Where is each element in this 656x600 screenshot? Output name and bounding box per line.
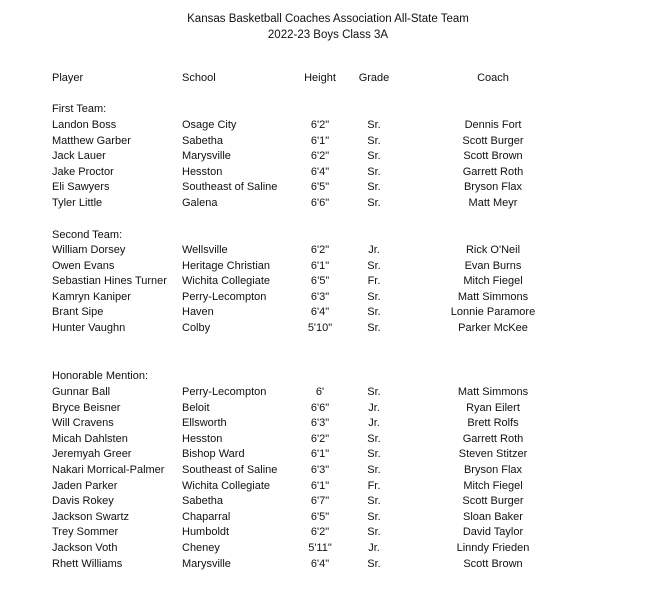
coach-cell: Garrett Roth: [462, 165, 524, 178]
height-cell: 6'2": [310, 526, 330, 539]
grade-cell: Sr.: [367, 495, 381, 508]
player-row: [0, 260, 656, 276]
player-row: [0, 119, 656, 135]
school-cell: Wellsville: [182, 244, 228, 256]
grade-cell: Sr.: [367, 197, 381, 209]
player-row: [0, 322, 656, 338]
player-cell: Eli Sawyers: [52, 181, 110, 194]
coach-cell: Rick O'Neil: [465, 244, 521, 256]
player-row: [0, 417, 656, 433]
school-cell: Bishop Ward: [182, 448, 245, 461]
document-subtitle: 2022-23 Boys Class 3A: [267, 29, 389, 41]
coach-cell: Linndy Frieden: [456, 542, 530, 554]
player-cell: Landon Boss: [52, 119, 117, 131]
player-row: [0, 511, 656, 527]
second-team-heading: Second Team:: [52, 229, 123, 241]
height-cell: 6'3": [310, 417, 330, 430]
player-row: [0, 150, 656, 166]
height-cell: 6'5": [310, 181, 330, 194]
height-cell: 5'10": [307, 322, 333, 334]
school-cell: Cheney: [182, 542, 220, 554]
player-cell: Micah Dahlsten: [52, 432, 128, 445]
height-cell: 6'1": [310, 134, 330, 147]
grade-cell: Sr.: [367, 134, 381, 147]
school-cell: Sabetha: [182, 134, 223, 147]
grade-cell: Sr.: [367, 526, 381, 539]
height-cell: 6'2": [310, 432, 330, 445]
coach-cell: Sloan Baker: [463, 510, 523, 523]
player-cell: Davis Rokey: [52, 495, 114, 508]
player-cell: Jake Proctor: [52, 165, 114, 178]
first-team-heading: First Team:: [52, 103, 107, 115]
school-cell: Chaparral: [182, 510, 231, 523]
coach-cell: Matt Meyr: [468, 197, 518, 209]
coach-cell: David Taylor: [462, 526, 524, 539]
coach-cell: Bryson Flax: [463, 181, 523, 194]
coach-cell: Matt Simmons: [457, 290, 529, 303]
grade-column-header: Grade: [358, 72, 390, 84]
player-row: [0, 402, 656, 418]
height-cell: 6'1": [310, 479, 330, 492]
height-cell: 6'5": [310, 510, 330, 523]
player-row: [0, 197, 656, 213]
school-cell: Beloit: [182, 401, 210, 414]
player-row: [0, 291, 656, 307]
player-row: [0, 526, 656, 542]
player-row: [0, 433, 656, 449]
school-cell: Perry-Lecompton: [182, 386, 267, 398]
height-cell: 6'4": [310, 306, 330, 319]
coach-cell: Scott Brown: [463, 557, 523, 570]
school-cell: Southeast of Saline: [182, 181, 278, 194]
grade-cell: Jr.: [368, 417, 380, 430]
player-row: [0, 244, 656, 260]
height-cell: 6'2": [310, 119, 330, 131]
player-cell: William Dorsey: [52, 244, 126, 256]
coach-column-header: Coach: [477, 72, 509, 84]
player-cell: Jackson Voth: [52, 542, 118, 554]
grade-cell: Sr.: [367, 150, 381, 163]
coach-cell: Parker McKee: [458, 322, 528, 334]
grade-cell: Sr.: [367, 322, 381, 334]
height-column-header: Height: [304, 72, 336, 84]
player-cell: Will Cravens: [52, 417, 114, 430]
column-header-row: [0, 72, 656, 88]
school-cell: Sabetha: [182, 495, 223, 508]
grade-cell: Jr.: [368, 542, 380, 554]
height-cell: 6'3": [310, 290, 330, 303]
player-cell: Rhett Williams: [52, 557, 123, 570]
grade-cell: Jr.: [368, 244, 380, 256]
coach-cell: Dennis Fort: [464, 119, 522, 131]
school-cell: Perry-Lecompton: [182, 290, 267, 303]
grade-cell: Sr.: [367, 165, 381, 178]
coach-cell: Steven Stitzer: [458, 448, 528, 461]
height-cell: 6'2": [310, 244, 330, 256]
player-row: [0, 135, 656, 151]
height-cell: 6'1": [310, 448, 330, 461]
height-cell: 6’5”: [310, 275, 330, 288]
player-row: [0, 558, 656, 574]
player-row: [0, 386, 656, 402]
coach-cell: Evan Burns: [464, 259, 522, 272]
grade-cell: Sr.: [367, 119, 381, 131]
school-column-header: School: [182, 72, 216, 84]
player-row: [0, 542, 656, 558]
height-cell: 6'7": [310, 495, 330, 508]
coach-cell: Mitch Fiegel: [463, 275, 523, 288]
player-cell: Brant Sipe: [52, 306, 104, 319]
player-cell: Jack Lauer: [52, 150, 106, 163]
grade-cell: Sr.: [367, 448, 381, 461]
height-cell: 6'4": [310, 165, 330, 178]
grade-cell: Jr.: [368, 401, 380, 414]
player-cell: Trey Sommer: [52, 526, 119, 539]
player-row: [0, 495, 656, 511]
coach-cell: Ryan Eilert: [466, 401, 520, 414]
school-cell: Haven: [182, 306, 214, 319]
player-row: [0, 480, 656, 496]
coach-cell: Scott Burger: [462, 134, 524, 147]
coach-cell: Scott Brown: [463, 150, 523, 163]
grade-cell: Sr.: [367, 432, 381, 445]
school-cell: Marysville: [182, 150, 231, 163]
school-cell: Wichita Collegiate: [182, 275, 271, 288]
player-cell: Jeremyah Greer: [52, 448, 132, 461]
player-cell: Tyler Little: [52, 197, 103, 209]
school-cell: Ellsworth: [182, 417, 227, 430]
school-cell: Humboldt: [182, 526, 230, 539]
player-row: [0, 464, 656, 480]
school-cell: Hesston: [182, 165, 223, 178]
coach-cell: Scott Burger: [462, 495, 524, 508]
player-cell: Jaden Parker: [52, 479, 118, 492]
player-cell: Sebastian Hines Turner: [52, 275, 167, 288]
document-title: Kansas Basketball Coaches Association All-State Team: [187, 13, 469, 25]
grade-cell: Sr.: [367, 386, 381, 398]
height-cell: 6'1": [310, 259, 330, 272]
grade-cell: Sr.: [367, 259, 381, 272]
grade-cell: Sr.: [367, 557, 381, 570]
grade-cell: Sr.: [367, 181, 381, 194]
height-cell: 5'11": [308, 542, 332, 554]
player-cell: Nakari Morrical-Palmer: [52, 464, 165, 476]
height-cell: 6'6": [310, 401, 330, 414]
player-cell: Kamryn Kaniper: [52, 290, 131, 303]
coach-cell: Matt Simmons: [457, 386, 529, 398]
school-cell: Osage City: [182, 119, 237, 131]
coach-cell: Brett Rolfs: [467, 417, 519, 430]
height-cell: 6'3": [310, 464, 330, 476]
player-cell: Matthew Garber: [52, 134, 131, 147]
school-cell: Wichita Collegiate: [182, 479, 271, 492]
grade-cell: Sr.: [367, 464, 381, 476]
player-row: [0, 181, 656, 197]
coach-cell: Bryson Flax: [463, 464, 523, 476]
honorable-mention-heading: Honorable Mention:: [52, 370, 149, 382]
grade-cell: Sr.: [367, 306, 381, 319]
school-cell: Galena: [182, 197, 218, 209]
player-cell: Jackson Swartz: [52, 510, 130, 523]
school-cell: Hesston: [182, 432, 223, 445]
player-cell: Hunter Vaughn: [52, 322, 126, 334]
school-cell: Marysville: [182, 557, 231, 570]
height-cell: 6'4": [310, 557, 330, 570]
player-row: [0, 448, 656, 464]
school-cell: Heritage Christian: [182, 259, 271, 272]
player-column-header: Player: [52, 72, 84, 84]
player-cell: Gunnar Ball: [52, 386, 111, 398]
player-cell: Owen Evans: [52, 259, 115, 272]
grade-cell: Sr.: [367, 510, 381, 523]
player-row: [0, 306, 656, 322]
height-cell: 6'6": [310, 197, 330, 209]
grade-cell: Fr.: [367, 275, 381, 288]
height-cell: 6': [315, 386, 325, 398]
coach-cell: Lonnie Paramore: [450, 306, 536, 319]
school-cell: Colby: [182, 322, 211, 334]
grade-cell: Sr.: [367, 290, 381, 303]
coach-cell: Mitch Fiegel: [463, 479, 523, 492]
height-cell: 6'2": [310, 150, 330, 163]
coach-cell: Garrett Roth: [462, 432, 524, 445]
grade-cell: Fr.: [367, 479, 381, 492]
player-row: [0, 275, 656, 291]
player-row: [0, 166, 656, 182]
school-cell: Southeast of Saline: [182, 464, 278, 476]
player-cell: Bryce Beisner: [52, 401, 121, 414]
